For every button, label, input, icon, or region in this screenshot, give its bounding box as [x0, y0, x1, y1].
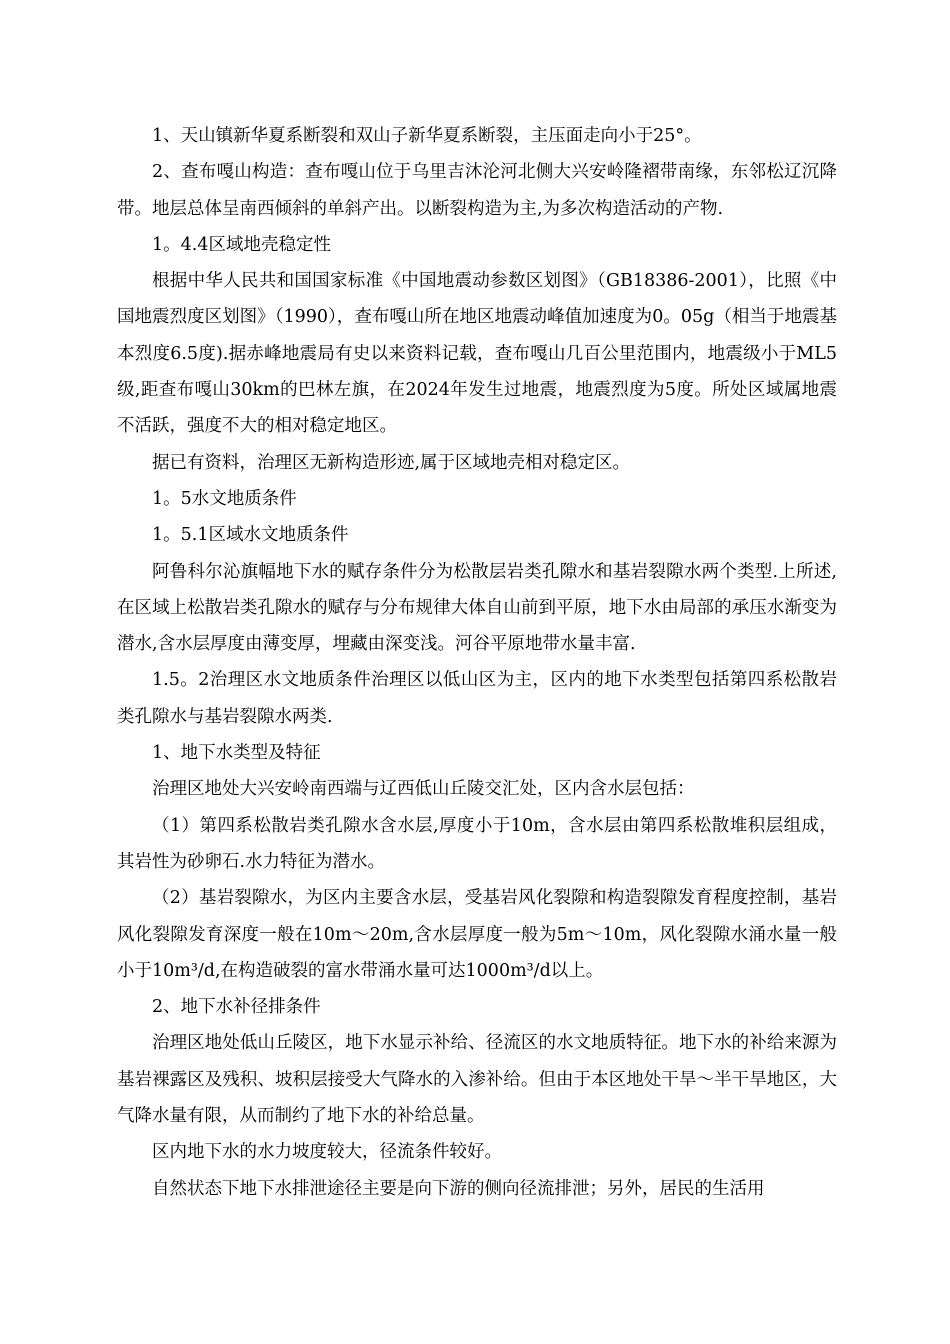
- section-heading-hydrogeology: 1。5水文地质条件: [152, 488, 297, 509]
- subheading-groundwater-types: 1、地下水类型及特征: [152, 743, 321, 764]
- paragraph-aquifer-quaternary: （1）第四系松散岩类孔隙水含水层,厚度小于10m，含水层由第四系松散堆积层组成，其岩性为砂卵石.水力特征为潜水。: [117, 815, 837, 872]
- paragraph-recharge: 治理区地处低山丘陵区，地下水显示补给、径流区的水文地质特征。地下水的补给来源为基岩裸露区及残积、坡积层接受大气降水的入渗补给。但由于本区地处干旱～半干旱地区，大气降水量有限，从而制约了地下水的补给总量。: [117, 1033, 837, 1127]
- paragraph-aquifer-bedrock: （2）基岩裂隙水，为区内主要含水层，受基岩风化裂隙和构造裂隙发育程度控制，基岩风化裂隙发育深度一般在10m～20m,含水层厚度一般为5m～10m，风化裂隙水涌水量一般小于10m³/d,在构造破裂的富水带涌水量可达1000m³/d以上。: [117, 888, 837, 981]
- paragraph-seismic: 根据中华人民共和国国家标准《中国地震动参数区划图》（GB18386-2001），比照《中国地震烈度区划图》（1990），查布嘎山所在地区地震动峰值加速度为0。05g（相当于地震基本烈度6.5度).据赤峰地震局有史以来资料记载，查布嘎山几百公里范围内，地震级小于ML5级,距查布嘎山30km的巴林左旗，在2024年发生过地震，地震烈度为5度。所处区域属地震不活跃，强度不大的相对稳定地区。: [117, 271, 837, 437]
- paragraph-fault-list-1: 1、天山镇新华夏系断裂和双山子新华夏系断裂，主压面走向小于25°。: [152, 126, 702, 146]
- paragraph-regional-groundwater: 阿鲁科尔沁旗幅地下水的赋存条件分为松散层岩类孔隙水和基岩裂隙水两个类型.上所述,在区域上松散岩类孔隙水的赋存与分布规律大体自山前到平原，地下水由局部的承压水渐变为潜水,含水层厚度由薄变厚，埋藏由深变浅。河谷平原地带水量丰富.: [117, 561, 837, 655]
- section-heading-crust-stability: 1。4.4区域地壳稳定性: [152, 234, 331, 255]
- paragraph-runoff: 区内地下水的水力坡度较大，径流条件较好。: [152, 1142, 502, 1163]
- paragraph-discharge: 自然状态下地下水排泄途径主要是向下游的侧向径流排泄；另外，居民的生活用: [152, 1178, 765, 1199]
- paragraph-aquifer-intro: 治理区地处大兴安岭南西端与辽西低山丘陵交汇处，区内含水层包括：: [152, 779, 695, 800]
- paragraph-stability-conclusion: 据已有资料，治理区无新构造形迹,属于区域地壳相对稳定区。: [152, 452, 631, 473]
- paragraph-fault-list-2: 2、查布嘎山构造：查布嘎山位于乌里吉沐沦河北侧大兴安岭隆褶带南缘，东邻松辽沉降带。地层总体呈南西倾斜的单斜产出。以断裂构造为主,为多次构造活动的产物.: [117, 162, 837, 219]
- subheading-recharge-runoff-discharge: 2、地下水补径排条件: [152, 997, 321, 1018]
- section-heading-regional-hydrogeology: 1。5.1区域水文地质条件: [152, 525, 349, 546]
- document-body: [117, 118, 837, 1207]
- paragraph-area-hydrogeology: 1.5。2治理区水文地质条件治理区以低山区为主，区内的地下水类型包括第四系松散岩类孔隙水与基岩裂隙水两类.: [117, 670, 837, 727]
